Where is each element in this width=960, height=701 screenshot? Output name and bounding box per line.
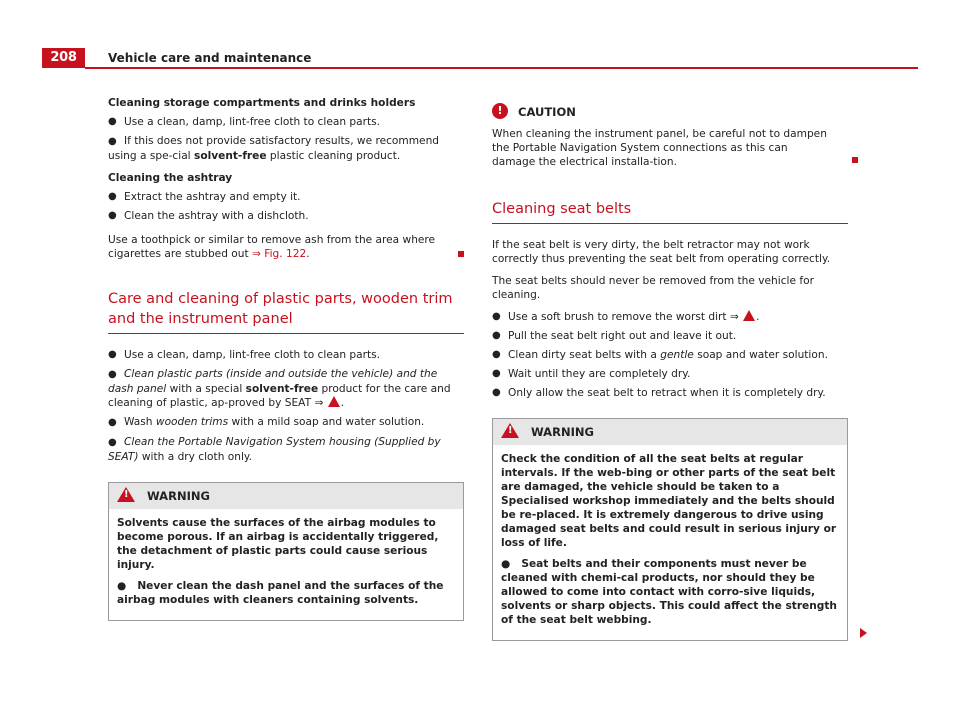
list-item: ● Clean dirty seat belts with a gentle soap and water solution. <box>492 349 828 361</box>
list-item: ● Clean the Portable Navigation System housing (Supplied by SEAT) with a dry cloth only. <box>108 436 441 463</box>
bullet-icon: ● <box>108 437 117 448</box>
bullet-icon: ● <box>108 136 117 147</box>
continue-arrow-icon <box>860 628 867 638</box>
list-item: ● Wait until they are completely dry. <box>492 368 691 380</box>
seat-belt-paragraph-1: If the seat belt is very dirty, the belt retractor may not work correctly thus preventing the seat belt from operating correctly. <box>492 239 831 265</box>
bullet-icon: ● <box>492 330 501 341</box>
bullet-icon: ● <box>501 558 522 570</box>
bullet-icon: ● <box>492 311 501 322</box>
list-item: ● Clean plastic parts (inside and outside the vehicle) and the dash panel with a special solvent-free product for the care and cleaning of plastic, ap-proved by SEAT ⇒ . <box>108 368 451 409</box>
list-item: ● Wash wooden trims with a mild soap and water solution. <box>108 416 425 428</box>
section-title-seat-belts: Cleaning seat belts <box>492 199 848 224</box>
list-item: ● Clean the ashtray with a dishcloth. <box>108 210 309 222</box>
bullet-icon: ● <box>492 387 501 398</box>
header-rule <box>85 67 918 69</box>
caution-text: When cleaning the instrument panel, be careful not to dampen the Portable Navigation System connections as this can damage the electrical installa-tion. <box>492 127 848 169</box>
seat-belt-paragraph-2: The seat belts should never be removed from the vehicle for cleaning. <box>492 275 814 301</box>
list-item: ● Seat belts and their components must never be cleaned with chemi-cal products, nor should they be allowed to come into contact with corro-sive liquids, solvents or sharp objects. This could affect the strength of the seat belt webbing. <box>501 558 837 626</box>
bullet-icon: ● <box>108 417 117 428</box>
bullet-icon: ● <box>492 368 501 379</box>
page-header-title: Vehicle care and maintenance <box>108 51 312 65</box>
list-item: ● Use a soft brush to remove the worst dirt ⇒ . <box>492 311 760 323</box>
warning-box-airbag <box>108 482 464 621</box>
exclamation-circle-icon: ! <box>492 103 508 119</box>
list-item: ● Extract the ashtray and empty it. <box>108 191 301 203</box>
bullet-icon: ● <box>108 369 117 380</box>
list-item: ● Pull the seat belt right out and leave it out. <box>492 330 737 342</box>
ashtray-heading: Cleaning the ashtray <box>108 172 233 184</box>
bullet-icon: ● <box>108 210 117 221</box>
warning-triangle-icon[interactable] <box>328 396 340 407</box>
warning-box-seat-belts <box>492 418 848 641</box>
warning-header: ! WARNING <box>109 483 463 509</box>
bullet-icon: ● <box>117 580 138 592</box>
list-item: ● Use a clean, damp, lint-free cloth to clean parts. <box>108 116 381 128</box>
right-column <box>492 96 848 641</box>
end-of-section-icon <box>458 251 464 257</box>
warning-body: Solvents cause the surfaces of the airbag modules to become porous. If an airbag is accidentally triggered, the detachment of plastic parts could cause serious injury. ● Never clean the dash panel and the surfaces of the airbag modules with cleaners containing solvents. <box>109 509 463 620</box>
warning-body: Check the condition of all the seat belts at regular intervals. If the web-bing or other parts of the seat belt are damaged, the vehicle should be taken to a Specialised workshop immediately and the belts should be re-placed. It is extremely dangerous to drive using damaged seat belts and could result in serious injury or loss of life. ● Seat belts and their components must never be cleaned with chemi-cal products, nor should they be allowed to come into contact with corro-sive liquids, solvents or sharp objects. This could affect the strength of the seat belt webbing. <box>493 445 847 640</box>
storage-heading: Cleaning storage compartments and drinks holders <box>108 97 416 109</box>
ashtray-paragraph: Use a toothpick or similar to remove ash from the area where cigarettes are stubbed out ⇒ Fig. 122. <box>108 233 464 261</box>
bullet-icon: ● <box>108 191 117 202</box>
bullet-icon: ● <box>108 349 117 360</box>
section-title-plastic: Care and cleaning of plastic parts, wooden trim and the instrument panel <box>108 289 464 334</box>
warning-triangle-icon <box>117 487 135 502</box>
list-item: ● Never clean the dash panel and the surfaces of the airbag modules with cleaners containing solvents. <box>117 580 444 606</box>
page-number: 208 <box>42 48 85 68</box>
warning-header: ! WARNING <box>493 419 847 445</box>
end-of-section-icon <box>852 157 858 163</box>
list-item: ● If this does not provide satisfactory results, we recommend using a spe-cial solvent-free plastic cleaning product. <box>108 135 440 162</box>
bullet-icon: ● <box>108 116 117 127</box>
caution-header: ! CAUTION <box>492 101 848 123</box>
list-item: ● Use a clean, damp, lint-free cloth to clean parts. <box>108 349 381 361</box>
warning-triangle-icon <box>501 423 519 438</box>
warning-triangle-icon[interactable] <box>743 310 755 321</box>
left-column <box>108 96 464 621</box>
fig-reference-link[interactable]: ⇒ Fig. 122 <box>252 248 307 260</box>
list-item: ● Only allow the seat belt to retract when it is completely dry. <box>492 387 826 399</box>
bullet-icon: ● <box>492 349 501 360</box>
